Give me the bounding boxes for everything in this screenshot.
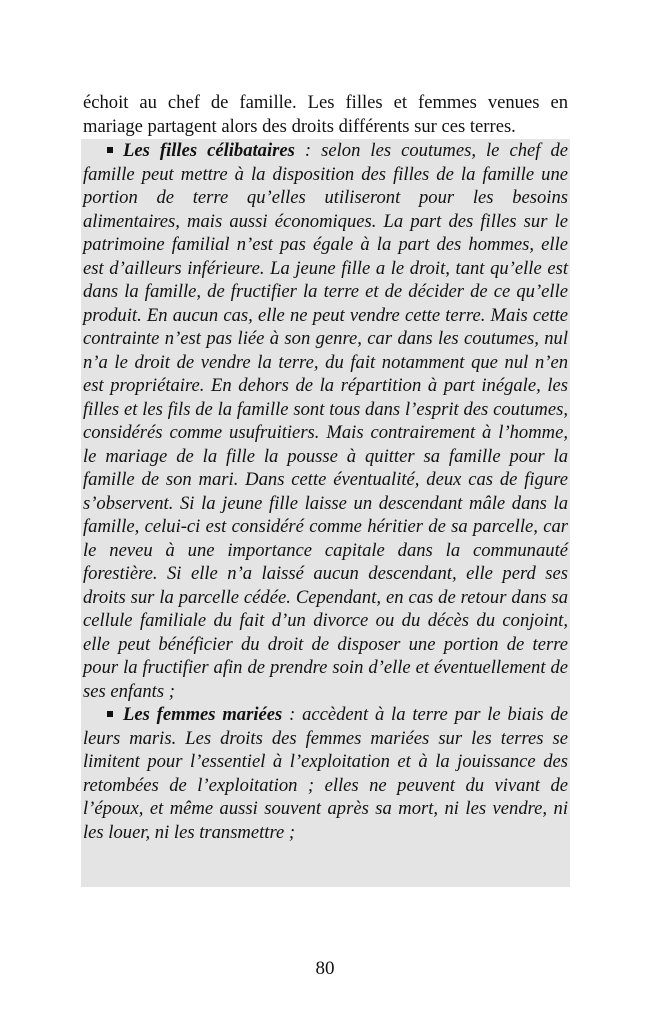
list-item-term: Les filles célibataires xyxy=(123,140,295,161)
list-item-term: Les femmes mariées xyxy=(123,704,283,725)
list-item-filles-celibataires xyxy=(83,139,568,703)
square-bullet-icon xyxy=(107,711,113,717)
bullet-list xyxy=(83,139,568,844)
page-number: 80 xyxy=(315,958,335,979)
square-bullet-icon xyxy=(107,147,113,153)
intro-paragraph: échoit au chef de famille. Les filles et femmes venues en mariage partagent alors des droits différents sur ces terres. xyxy=(83,92,568,137)
list-item-femmes-mariees xyxy=(83,703,568,844)
list-item-text: : selon les coutumes, le chef de famille peut mettre à la disposition des filles de la famille une portion de terre qu’elles utiliseront pour les besoins alimentaires, mais aussi économiques. La part des filles sur le patrimoine familial n’est pas égale à la part des hommes, elle est d’ailleurs inférieure. La jeune fille a le droit, tant qu’elle est dans la famille, de fructifier la terre et de décider de ce qu’elle produit. En aucun cas, elle ne peut vendre cette terre. Mais cette contrainte n’est pas liée à son genre, car dans les coutumes, nul n’a le droit de vendre la terre, du fait notamment que nul n’en est propriétaire. En dehors de la répartition à part inégale, les filles et les fils de la famille sont tous dans l’esprit des coutumes, considérés comme usufruitiers. Mais contrairement à l’homme, le mariage de la fille la pousse à quitter sa famille pour la famille de son mari. Dans cette éventualité, deux cas de figure s’observent. Si la jeune fille laisse un descendant mâle dans la famille, celui-ci est considéré comme héritier de sa parcelle, car le neveu à une importance capitale dans la communauté forestière. Si elle n’a laissé aucun descendant, elle perd ses droits sur la parcelle cédée. Cependant, en cas de retour dans sa cellule familiale du fait d’un divorce ou du décès du conjoint, elle peut bénéficier du droit de disposer une portion de terre pour la fructifier afin de prendre soin d’elle et éventuellement de ses enfants ; xyxy=(83,140,568,702)
list-item-text: : accèdent à la terre par le biais de leurs maris. Les droits des femmes mariées sur les terres se limitent pour l’essentiel à l’exploitation et à la jouissance des retombées de l’exploitation ; elles ne peuvent du vivant de l’époux, et même aussi souvent après sa mort, ni les vendre, ni les louer, ni les transmettre ; xyxy=(83,704,569,843)
